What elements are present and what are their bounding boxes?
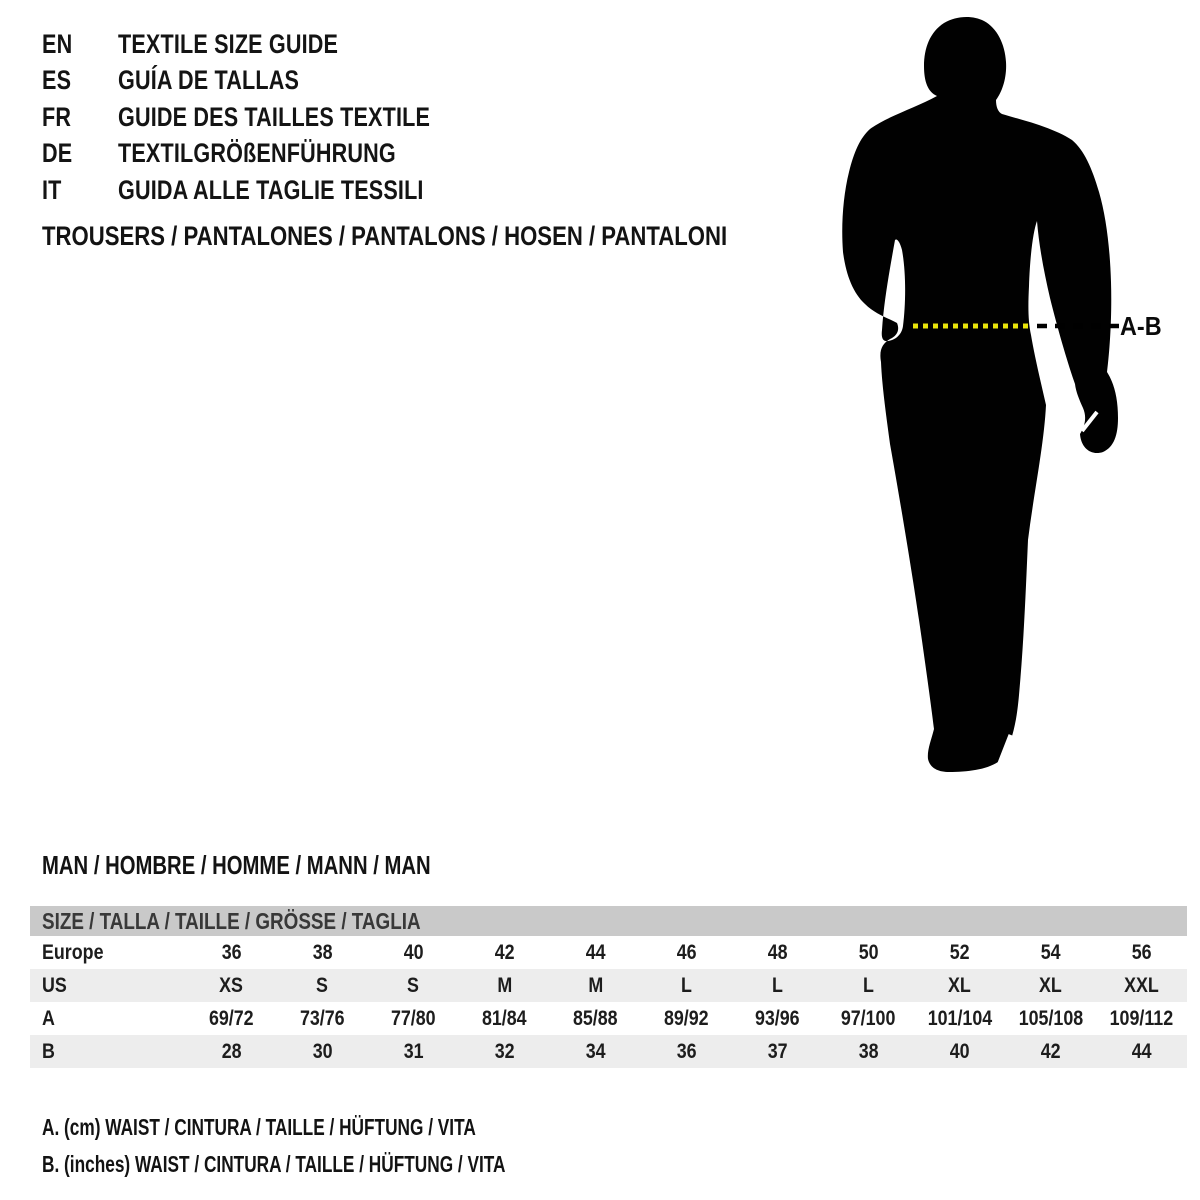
size-cell-text: 42 bbox=[494, 940, 515, 964]
size-cell bbox=[368, 1040, 459, 1064]
size-cell bbox=[459, 1040, 550, 1064]
row-label-text: A bbox=[42, 1006, 55, 1030]
language-code: FR bbox=[42, 101, 72, 132]
garment-heading bbox=[42, 221, 878, 252]
size-cell-text: 89/92 bbox=[664, 1006, 709, 1030]
table-row-europe bbox=[30, 936, 1187, 969]
footnote-b bbox=[42, 1146, 660, 1183]
size-cell-text: S bbox=[407, 973, 420, 997]
size-cell-text: 36 bbox=[221, 940, 242, 964]
size-cell-text: 32 bbox=[494, 1039, 515, 1063]
size-cell bbox=[732, 941, 823, 965]
size-cell bbox=[823, 1040, 914, 1064]
size-cell-text: XL bbox=[948, 973, 971, 997]
size-cell-text: M bbox=[588, 973, 603, 997]
footnote-a-text: A. (cm) WAIST / CINTURA / TAILLE / HÜFTUNG / VITA bbox=[42, 1114, 476, 1140]
size-cell-text: XXL bbox=[1124, 973, 1159, 997]
size-cell bbox=[186, 1007, 277, 1031]
size-cell bbox=[186, 941, 277, 965]
size-cell-text: L bbox=[863, 973, 874, 997]
row-label bbox=[30, 941, 186, 965]
section-heading-text: MAN / HOMBRE / HOMME / MANN / MAN bbox=[42, 850, 431, 880]
language-title: GUIDA ALLE TAGLIE TESSILI bbox=[118, 174, 424, 205]
size-cell bbox=[823, 974, 914, 998]
size-cell bbox=[732, 1040, 823, 1064]
size-cell bbox=[550, 1007, 641, 1031]
language-title: TEXTILGRÖßENFÜHRUNG bbox=[118, 138, 396, 169]
language-row bbox=[42, 26, 430, 63]
size-cell-text: 46 bbox=[676, 940, 697, 964]
size-cell bbox=[186, 1040, 277, 1064]
size-table bbox=[30, 906, 1187, 1068]
language-code: IT bbox=[42, 174, 62, 205]
size-cell bbox=[550, 1040, 641, 1064]
size-cell bbox=[459, 941, 550, 965]
size-cell bbox=[368, 941, 459, 965]
row-label bbox=[30, 974, 186, 998]
size-cell bbox=[368, 1007, 459, 1031]
size-cell-text: 38 bbox=[858, 1039, 879, 1063]
language-row bbox=[42, 99, 430, 136]
size-cell-text: 101/104 bbox=[927, 1006, 992, 1030]
size-cell bbox=[823, 1007, 914, 1031]
size-cell-text: 44 bbox=[1131, 1039, 1152, 1063]
size-cell-text: M bbox=[497, 973, 512, 997]
language-code: DE bbox=[42, 138, 73, 169]
row-label-text: US bbox=[42, 973, 67, 997]
language-row bbox=[42, 172, 430, 209]
size-cell bbox=[550, 974, 641, 998]
row-label bbox=[30, 1040, 186, 1064]
man-silhouette bbox=[842, 17, 1118, 772]
size-cell-text: 69/72 bbox=[209, 1006, 254, 1030]
size-cell bbox=[277, 941, 368, 965]
size-cell-text: L bbox=[681, 973, 692, 997]
size-cell bbox=[459, 974, 550, 998]
size-cell bbox=[1005, 974, 1096, 998]
size-cell bbox=[914, 1040, 1005, 1064]
size-cell-text: 81/84 bbox=[482, 1006, 527, 1030]
row-label-text: Europe bbox=[42, 940, 104, 964]
table-row-us bbox=[30, 969, 1187, 1002]
size-cell bbox=[1096, 974, 1187, 998]
size-table-header bbox=[30, 906, 1187, 936]
size-cell-text: 54 bbox=[1040, 940, 1061, 964]
size-cell bbox=[914, 941, 1005, 965]
size-cell-text: 48 bbox=[767, 940, 788, 964]
size-cell-text: 93/96 bbox=[755, 1006, 800, 1030]
size-cell-text: 77/80 bbox=[391, 1006, 436, 1030]
size-cell-text: L bbox=[772, 973, 783, 997]
footnote-a bbox=[42, 1109, 660, 1146]
size-cell-text: 36 bbox=[676, 1039, 697, 1063]
size-cell bbox=[1005, 1007, 1096, 1031]
size-cell bbox=[641, 1040, 732, 1064]
size-cell bbox=[732, 974, 823, 998]
size-cell-text: 52 bbox=[949, 940, 970, 964]
size-cell-text: 42 bbox=[1040, 1039, 1061, 1063]
size-cell bbox=[732, 1007, 823, 1031]
size-cell bbox=[1005, 941, 1096, 965]
row-label bbox=[30, 1007, 186, 1031]
size-cell-text: 40 bbox=[403, 940, 424, 964]
size-cell-text: 40 bbox=[949, 1039, 970, 1063]
size-cell bbox=[641, 1007, 732, 1031]
size-cell-text: XS bbox=[219, 973, 244, 997]
size-cell-text: XL bbox=[1039, 973, 1062, 997]
measure-label bbox=[1120, 311, 1166, 342]
language-code: EN bbox=[42, 28, 73, 59]
size-cell bbox=[550, 941, 641, 965]
size-cell bbox=[641, 974, 732, 998]
size-cell-text: 28 bbox=[221, 1039, 242, 1063]
size-cell bbox=[1096, 941, 1187, 965]
size-cell bbox=[186, 974, 277, 998]
footnotes bbox=[42, 1109, 660, 1183]
size-cell-text: 56 bbox=[1131, 940, 1152, 964]
size-cell bbox=[277, 974, 368, 998]
table-row-b-inches bbox=[30, 1035, 1187, 1068]
size-cell-text: 31 bbox=[403, 1039, 424, 1063]
language-title: GUIDE DES TAILLES TEXTILE bbox=[118, 101, 431, 132]
size-cell bbox=[1096, 1007, 1187, 1031]
garment-heading-text: TROUSERS / PANTALONES / PANTALONS / HOSEN / PANTALONI bbox=[42, 221, 728, 251]
size-cell-text: 73/76 bbox=[300, 1006, 345, 1030]
size-cell-text: 38 bbox=[312, 940, 333, 964]
language-title-list bbox=[42, 26, 527, 209]
row-label-text: B bbox=[42, 1039, 55, 1063]
size-cell bbox=[914, 1007, 1005, 1031]
size-cell-text: 34 bbox=[585, 1039, 606, 1063]
size-table-header-text: SIZE / TALLA / TAILLE / GRÖSSE / TAGLIA bbox=[42, 908, 421, 934]
size-cell bbox=[823, 941, 914, 965]
size-cell bbox=[914, 974, 1005, 998]
size-cell-text: S bbox=[316, 973, 329, 997]
size-cell bbox=[641, 941, 732, 965]
size-cell bbox=[368, 974, 459, 998]
size-cell-text: 109/112 bbox=[1109, 1006, 1174, 1030]
size-cell-text: 37 bbox=[767, 1039, 788, 1063]
language-code: ES bbox=[42, 65, 72, 96]
table-row-a-cm bbox=[30, 1002, 1187, 1035]
language-title: GUÍA DE TALLAS bbox=[118, 65, 300, 96]
size-cell bbox=[1096, 1040, 1187, 1064]
man-silhouette-figure bbox=[820, 0, 1180, 800]
language-title: TEXTILE SIZE GUIDE bbox=[118, 28, 339, 59]
section-heading bbox=[42, 850, 540, 881]
size-cell bbox=[277, 1040, 368, 1064]
language-row bbox=[42, 63, 430, 100]
size-cell bbox=[1005, 1040, 1096, 1064]
language-row bbox=[42, 136, 430, 173]
size-cell-text: 97/100 bbox=[841, 1006, 896, 1030]
size-cell bbox=[277, 1007, 368, 1031]
size-cell-text: 50 bbox=[858, 940, 879, 964]
size-cell-text: 105/108 bbox=[1018, 1006, 1083, 1030]
size-cell-text: 30 bbox=[312, 1039, 333, 1063]
size-cell-text: 85/88 bbox=[573, 1006, 618, 1030]
size-cell-text: 44 bbox=[585, 940, 606, 964]
measure-label-text: A-B bbox=[1120, 311, 1162, 341]
size-cell bbox=[459, 1007, 550, 1031]
footnote-b-text: B. (inches) WAIST / CINTURA / TAILLE / HÜFTUNG / VITA bbox=[42, 1151, 506, 1177]
